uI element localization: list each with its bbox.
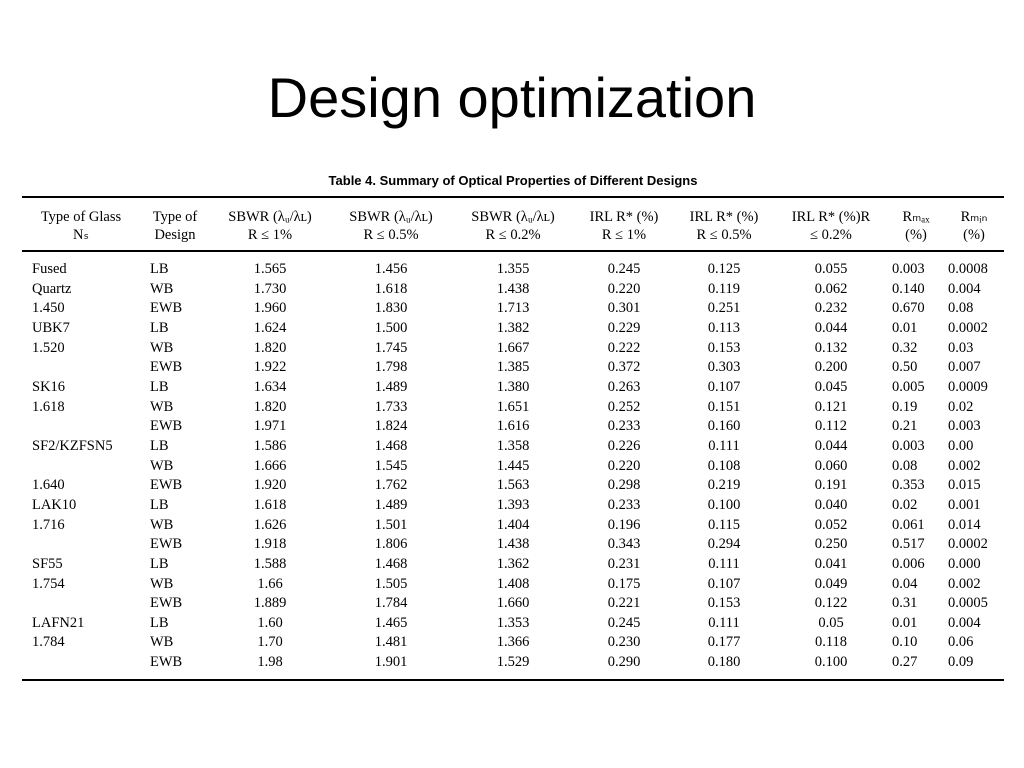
table-cell-sbwr-02: 1.358	[496, 437, 530, 454]
column-header-line: Design	[154, 227, 196, 243]
table-cell-glass-type: SF55	[32, 555, 63, 572]
table-cell-irl-05: 0.115	[707, 516, 741, 533]
table-cell-irl-02: 0.232	[814, 300, 848, 317]
table-cell-irl-1: 0.220	[607, 280, 641, 297]
table-cell-irl-02: 0.250	[814, 536, 848, 553]
table-cell-irl-05: 0.107	[707, 378, 741, 395]
slide-title: Design optimization	[267, 66, 757, 129]
column-header-line: IRL R* (%)R	[791, 209, 871, 225]
table-cell-rmax: 0.02	[892, 496, 918, 513]
column-header-line: (%)	[963, 227, 985, 243]
table-row	[22, 555, 1004, 575]
table-cell-design-type: EWB	[150, 654, 183, 671]
table-cell-rmax: 0.04	[892, 575, 918, 592]
table-cell-irl-02: 0.062	[814, 280, 848, 297]
table-row	[22, 457, 1004, 477]
table-cell-sbwr-1: 1.618	[253, 496, 287, 513]
table-cell-irl-02: 0.121	[814, 398, 848, 415]
table-cell-design-type: LB	[150, 437, 169, 454]
column-header-irl-05	[674, 197, 774, 251]
table-cell-glass-type	[22, 358, 140, 378]
table-cell-irl-02: 0.044	[814, 319, 848, 336]
table-cell-sbwr-05: 1.901	[374, 654, 408, 671]
table-cell-sbwr-02: 1.445	[496, 457, 530, 474]
table-cell-rmin: 0.0002	[948, 319, 988, 336]
table-row	[22, 398, 1004, 418]
table-cell-irl-02: 0.122	[814, 595, 848, 612]
table-cell-rmin: 0.003	[948, 418, 981, 435]
table-cell-rmin: 0.001	[948, 496, 981, 513]
table-cell-design-type: EWB	[150, 477, 183, 494]
table-cell-sbwr-1: 1.730	[253, 280, 287, 297]
table-cell-sbwr-1: 1.626	[253, 516, 287, 533]
table-cell-irl-02: 0.05	[818, 614, 844, 631]
table-cell-irl-1: 0.229	[607, 319, 641, 336]
table-cell-irl-02: 0.118	[814, 634, 848, 651]
table-cell-glass-type: 1.784	[32, 634, 65, 651]
table-cell-design-type: WB	[150, 280, 174, 297]
table-cell-design-type: LB	[150, 496, 169, 513]
table-cell-sbwr-02: 1.563	[496, 477, 530, 494]
table-cell-rmin: 0.000	[948, 555, 981, 572]
optical-properties-table	[22, 196, 1004, 681]
column-header-line: ≤ 0.2%	[810, 227, 852, 243]
table-cell-sbwr-1: 1.586	[253, 437, 287, 454]
table-cell-irl-1: 0.222	[607, 339, 641, 356]
table-cell-glass-type: 1.618	[32, 398, 65, 415]
table-cell-irl-05: 0.153	[707, 339, 741, 356]
table-cell-glass-type	[22, 417, 140, 437]
column-header-sbwr-1	[210, 197, 330, 251]
table-cell-sbwr-02: 1.660	[496, 595, 530, 612]
table-cell-rmax: 0.353	[892, 477, 925, 494]
table-cell-glass-type: 1.450	[32, 300, 65, 317]
table-cell-irl-05: 0.107	[707, 575, 741, 592]
table-cell-sbwr-05: 1.618	[374, 280, 408, 297]
table-cell-sbwr-1: 1.624	[253, 319, 287, 336]
table-cell-irl-1: 0.231	[607, 555, 641, 572]
table-cell-rmax: 0.19	[892, 398, 918, 415]
column-header-irl-02	[774, 197, 888, 251]
column-header-line: R ≤ 1%	[601, 227, 647, 243]
table-cell-glass-type: 1.716	[32, 516, 65, 533]
table-cell-sbwr-02: 1.438	[496, 280, 530, 297]
table-cell-irl-02: 0.052	[814, 516, 848, 533]
table-cell-design-type: EWB	[150, 300, 183, 317]
table-cell-irl-02: 0.132	[814, 339, 848, 356]
column-header-line: R ≤ 0.5%	[363, 227, 419, 243]
column-header-line: (%)	[905, 227, 927, 243]
table-cell-glass-type: LAK10	[32, 496, 77, 513]
table-cell-sbwr-02: 1.380	[496, 378, 530, 395]
table-cell-design-type: EWB	[150, 536, 183, 553]
table-cell-irl-05: 0.125	[707, 261, 741, 277]
table-cell-sbwr-05: 1.745	[374, 339, 408, 356]
table-cell-sbwr-05: 1.505	[374, 575, 408, 592]
table-cell-design-type: WB	[150, 575, 174, 592]
table-cell-design-type: LB	[150, 614, 169, 631]
table-cell-sbwr-1: 1.820	[253, 339, 287, 356]
table-cell-irl-02: 0.200	[814, 359, 848, 376]
table-cell-glass-type: 1.520	[32, 339, 65, 356]
table-cell-rmax: 0.005	[892, 378, 925, 395]
table-cell-sbwr-02: 1.382	[496, 319, 530, 336]
table-cell-irl-1: 0.290	[607, 654, 641, 671]
column-header-design-type	[140, 197, 210, 251]
table-cell-glass-type: Fused	[32, 261, 67, 277]
table-cell-sbwr-05: 1.468	[374, 555, 408, 572]
table-cell-sbwr-05: 1.489	[374, 496, 408, 513]
table-cell-sbwr-05: 1.806	[374, 536, 408, 553]
table-cell-rmax: 0.10	[892, 634, 918, 651]
table-cell-glass-type: UBK7	[32, 319, 70, 336]
table-cell-rmax: 0.670	[892, 300, 925, 317]
table-cell-sbwr-02: 1.404	[496, 516, 530, 533]
table-cell-design-type: EWB	[150, 595, 183, 612]
table-cell-rmax: 0.01	[892, 614, 918, 631]
table-cell-irl-05: 0.151	[707, 398, 741, 415]
table-cell-rmin: 0.0009	[948, 378, 988, 395]
table-cell-irl-1: 0.245	[607, 614, 641, 631]
column-header-line: Type of Glass	[40, 209, 122, 225]
column-header-line: R ≤ 1%	[247, 227, 293, 243]
table-cell-irl-05: 0.251	[707, 300, 741, 317]
table-cell-rmin: 0.007	[948, 359, 981, 376]
column-header-line: R ≤ 0.2%	[485, 227, 541, 243]
table-cell-rmin: 0.06	[948, 634, 974, 651]
table-cell-glass-type: 1.754	[32, 575, 65, 592]
table-cell-sbwr-02: 1.362	[496, 555, 530, 572]
table-cell-rmax: 0.01	[892, 319, 918, 336]
table-cell-irl-1: 0.196	[607, 516, 641, 533]
table-cell-design-type: WB	[150, 634, 174, 651]
table-cell-sbwr-1: 1.666	[253, 457, 287, 474]
table-cell-irl-05: 0.219	[707, 477, 741, 494]
table-cell-sbwr-05: 1.481	[374, 634, 408, 651]
table-cell-rmin: 0.0002	[948, 536, 988, 553]
table-cell-irl-05: 0.108	[707, 457, 741, 474]
table-cell-irl-02: 0.055	[814, 261, 848, 277]
table-cell-irl-05: 0.160	[707, 418, 741, 435]
table-cell-sbwr-1: 1.70	[257, 634, 283, 651]
table-row	[22, 251, 1004, 280]
table-cell-sbwr-05: 1.456	[374, 261, 408, 277]
table-cell-irl-1: 0.301	[607, 300, 641, 317]
table-row	[22, 653, 1004, 680]
column-header-irl-1	[574, 197, 674, 251]
table-cell-rmin: 0.00	[948, 437, 974, 454]
table-cell-sbwr-05: 1.545	[374, 457, 408, 474]
table-cell-rmin: 0.002	[948, 457, 981, 474]
table-cell-sbwr-1: 1.918	[253, 536, 287, 553]
table-cell-irl-05: 0.303	[707, 359, 741, 376]
table-cell-rmax: 0.003	[892, 437, 925, 454]
column-header-line: R ≤ 0.5%	[696, 227, 752, 243]
table-cell-sbwr-1: 1.922	[253, 359, 287, 376]
table-cell-irl-05: 0.177	[707, 634, 741, 651]
table-cell-rmax: 0.32	[892, 339, 918, 356]
table-cell-irl-1: 0.252	[607, 398, 641, 415]
table-cell-sbwr-1: 1.920	[253, 477, 287, 494]
table-cell-irl-02: 0.040	[814, 496, 848, 513]
table-cell-rmin: 0.004	[948, 614, 981, 631]
table-cell-design-type: LB	[150, 261, 169, 277]
table-cell-irl-02: 0.191	[814, 477, 848, 494]
table-cell-sbwr-1: 1.60	[257, 614, 283, 631]
table-cell-sbwr-1: 1.588	[253, 555, 287, 572]
column-header-line: Nₛ	[73, 227, 89, 243]
table-row	[22, 594, 1004, 614]
table-cell-sbwr-05: 1.501	[374, 516, 408, 533]
table-cell-sbwr-02: 1.353	[496, 614, 530, 631]
table-cell-irl-05: 0.294	[707, 536, 741, 553]
column-header-glass-type	[22, 197, 140, 251]
table-cell-rmin: 0.09	[948, 654, 974, 671]
table-cell-irl-05: 0.111	[708, 437, 740, 454]
column-header-line: SBWR (λᵤ/λʟ)	[471, 209, 555, 225]
table-cell-irl-05: 0.113	[707, 319, 741, 336]
table-cell-design-type: EWB	[150, 418, 183, 435]
column-header-line: Rₘᵢₙ	[960, 209, 988, 225]
table-cell-sbwr-05: 1.465	[374, 614, 408, 631]
table-cell-rmin: 0.004	[948, 280, 981, 297]
table-cell-sbwr-1: 1.634	[253, 378, 287, 395]
table-cell-rmin: 0.02	[948, 398, 974, 415]
table-cell-glass-type	[22, 535, 140, 555]
properties-table-container	[22, 196, 1004, 681]
column-header-line: SBWR (λᵤ/λʟ)	[228, 209, 312, 225]
table-row	[22, 614, 1004, 634]
table-cell-design-type: LB	[150, 555, 169, 572]
table-cell-sbwr-05: 1.824	[374, 418, 408, 435]
table-cell-rmax: 0.08	[892, 457, 918, 474]
table-cell-sbwr-1: 1.820	[253, 398, 287, 415]
table-cell-rmin: 0.08	[948, 300, 974, 317]
table-cell-irl-02: 0.112	[814, 418, 848, 435]
table-row	[22, 417, 1004, 437]
table-cell-sbwr-1: 1.565	[253, 261, 287, 277]
table-cell-design-type: WB	[150, 339, 174, 356]
table-row	[22, 280, 1004, 300]
table-cell-irl-02: 0.041	[814, 555, 848, 572]
table-cell-glass-type: 1.640	[32, 477, 65, 494]
table-cell-rmax: 0.21	[892, 418, 918, 435]
table-cell-sbwr-05: 1.500	[374, 319, 408, 336]
table-cell-rmax: 0.27	[892, 654, 918, 671]
table-row	[22, 633, 1004, 653]
column-header-sbwr-02	[452, 197, 574, 251]
table-cell-rmax: 0.140	[892, 280, 925, 297]
table-row	[22, 496, 1004, 516]
table-cell-irl-1: 0.233	[607, 418, 641, 435]
table-cell-sbwr-05: 1.468	[374, 437, 408, 454]
table-cell-design-type: WB	[150, 516, 174, 533]
table-cell-sbwr-1: 1.889	[253, 595, 287, 612]
table-row	[22, 299, 1004, 319]
table-cell-glass-type	[22, 594, 140, 614]
table-body	[22, 251, 1004, 680]
table-cell-rmin: 0.002	[948, 575, 981, 592]
table-cell-sbwr-1: 1.960	[253, 300, 287, 317]
table-cell-design-type: LB	[150, 319, 169, 336]
table-cell-irl-1: 0.221	[607, 595, 641, 612]
table-cell-rmax: 0.517	[892, 536, 925, 553]
table-cell-rmax: 0.003	[892, 261, 925, 277]
table-cell-sbwr-02: 1.529	[496, 654, 530, 671]
table-cell-rmin: 0.03	[948, 339, 974, 356]
column-header-sbwr-05	[330, 197, 452, 251]
table-row	[22, 437, 1004, 457]
table-row	[22, 575, 1004, 595]
table-cell-irl-02: 0.044	[814, 437, 848, 454]
table-row	[22, 535, 1004, 555]
table-cell-irl-02: 0.045	[814, 378, 848, 395]
table-cell-sbwr-05: 1.762	[374, 477, 408, 494]
table-cell-design-type: LB	[150, 378, 169, 395]
table-cell-glass-type: SK16	[32, 378, 66, 395]
table-cell-sbwr-02: 1.667	[496, 339, 530, 356]
table-cell-glass-type: LAFN21	[32, 614, 85, 631]
table-row	[22, 358, 1004, 378]
table-caption: Table 4. Summary of Optical Properties of Different Designs	[328, 173, 698, 188]
table-cell-sbwr-05: 1.798	[374, 359, 408, 376]
table-cell-sbwr-1: 1.66	[257, 575, 283, 592]
column-header-rmin	[944, 197, 1004, 251]
table-cell-sbwr-05: 1.784	[374, 595, 408, 612]
table-cell-irl-05: 0.100	[707, 496, 741, 513]
table-cell-irl-1: 0.175	[607, 575, 641, 592]
table-cell-glass-type: SF2/KZFSN5	[32, 437, 113, 454]
table-cell-irl-1: 0.220	[607, 457, 641, 474]
column-header-rmax	[888, 197, 944, 251]
table-row	[22, 476, 1004, 496]
table-cell-glass-type: Quartz	[32, 280, 72, 297]
column-header-line: Rₘₐₓ	[902, 209, 930, 225]
table-header-row	[22, 197, 1004, 251]
table-cell-sbwr-02: 1.355	[496, 261, 530, 277]
table-cell-sbwr-05: 1.830	[374, 300, 408, 317]
table-row	[22, 339, 1004, 359]
table-cell-irl-05: 0.153	[707, 595, 741, 612]
table-cell-irl-1: 0.233	[607, 496, 641, 513]
table-cell-irl-02: 0.049	[814, 575, 848, 592]
table-cell-sbwr-05: 1.489	[374, 378, 408, 395]
table-cell-sbwr-05: 1.733	[374, 398, 408, 415]
table-cell-irl-1: 0.245	[607, 261, 641, 277]
table-cell-sbwr-1: 1.98	[257, 654, 283, 671]
table-cell-sbwr-02: 1.393	[496, 496, 530, 513]
table-cell-rmin: 0.014	[948, 516, 981, 533]
table-cell-rmax: 0.006	[892, 555, 925, 572]
column-header-line: SBWR (λᵤ/λʟ)	[349, 209, 433, 225]
table-cell-rmax: 0.061	[892, 516, 925, 533]
table-cell-rmin: 0.0005	[948, 595, 988, 612]
table-cell-design-type: EWB	[150, 359, 183, 376]
table-cell-sbwr-02: 1.438	[496, 536, 530, 553]
table-cell-irl-1: 0.343	[607, 536, 641, 553]
column-header-line: IRL R* (%)	[689, 209, 759, 225]
table-cell-sbwr-02: 1.651	[496, 398, 530, 415]
table-cell-irl-1: 0.372	[607, 359, 641, 376]
table-cell-sbwr-02: 1.713	[496, 300, 530, 317]
table-cell-irl-1: 0.226	[607, 437, 641, 454]
table-cell-rmax: 0.50	[892, 359, 918, 376]
table-cell-sbwr-02: 1.366	[496, 634, 530, 651]
table-cell-irl-05: 0.111	[708, 555, 740, 572]
column-header-line: Type of	[152, 209, 198, 225]
table-header	[22, 197, 1004, 251]
table-cell-irl-05: 0.111	[708, 614, 740, 631]
table-row	[22, 319, 1004, 339]
table-cell-irl-02: 0.100	[814, 654, 848, 671]
table-cell-irl-1: 0.263	[607, 378, 641, 395]
table-cell-irl-02: 0.060	[814, 457, 848, 474]
table-cell-irl-05: 0.180	[707, 654, 741, 671]
table-cell-sbwr-02: 1.385	[496, 359, 530, 376]
table-cell-glass-type	[22, 653, 140, 680]
table-cell-design-type: WB	[150, 398, 174, 415]
table-cell-rmax: 0.31	[892, 595, 918, 612]
table-cell-sbwr-02: 1.408	[496, 575, 530, 592]
table-row	[22, 378, 1004, 398]
table-cell-sbwr-1: 1.971	[253, 418, 287, 435]
table-cell-irl-1: 0.298	[607, 477, 641, 494]
table-cell-sbwr-02: 1.616	[496, 418, 530, 435]
table-cell-irl-05: 0.119	[707, 280, 741, 297]
table-row	[22, 516, 1004, 536]
table-cell-glass-type	[22, 457, 140, 477]
table-cell-rmin: 0.015	[948, 477, 981, 494]
table-cell-design-type: WB	[150, 457, 174, 474]
column-header-line: IRL R* (%)	[589, 209, 659, 225]
table-cell-rmin: 0.0008	[948, 261, 988, 277]
table-cell-irl-1: 0.230	[607, 634, 641, 651]
